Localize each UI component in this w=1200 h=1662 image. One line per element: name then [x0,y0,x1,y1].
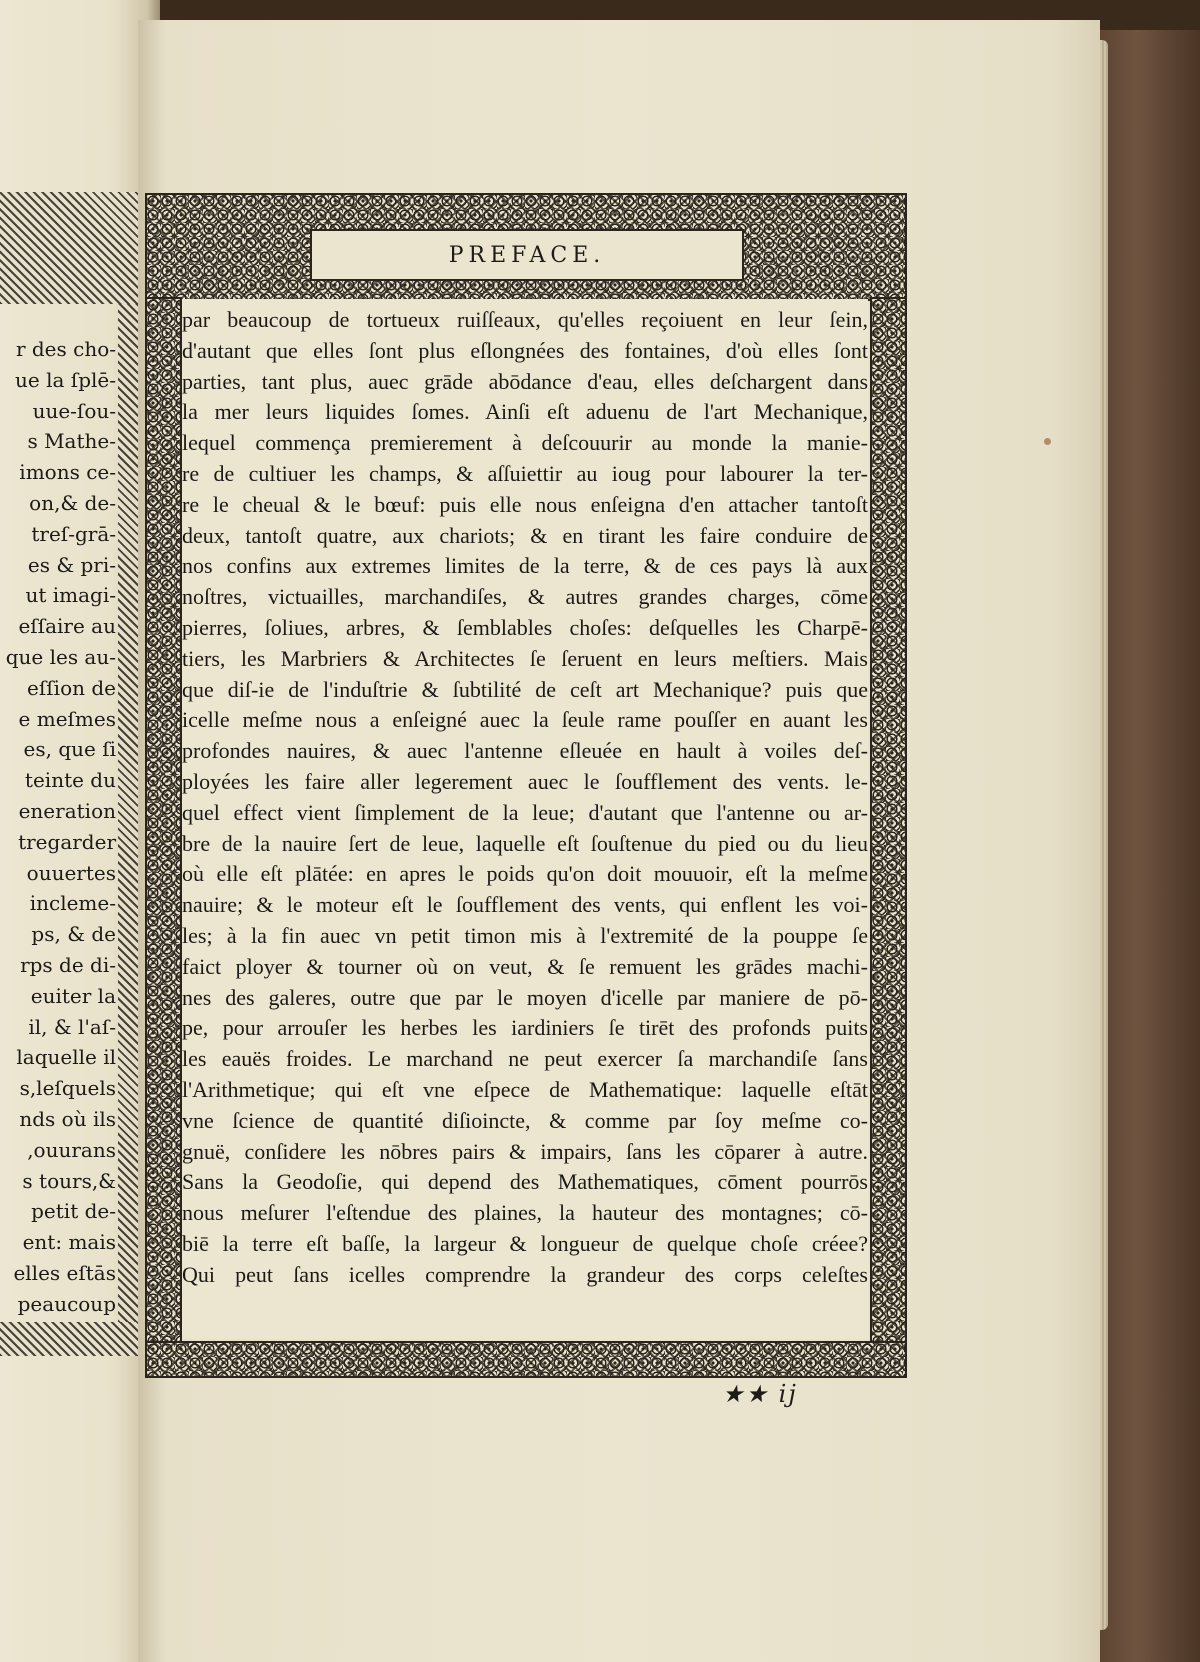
ornament-border-right [870,297,907,1345]
left-facing-page [0,0,160,1662]
ink-stain [1044,438,1051,445]
text-line: où elle eſt plātée: en apres le poids qu'on doit mouuoir, eſt la meſme [182,861,868,887]
left-text-line: treſ-grā- [31,521,116,546]
left-text-line: eneration [18,798,116,823]
text-line: Sans la Geodoſie, qui depend des Mathematiques, cōment pourrōs [182,1169,868,1195]
signature-mark: ★★ ij [722,1380,798,1408]
text-line: nauire; & le moteur eſt le ſoufflement des vents, qui enflent les voi- [182,892,868,918]
left-text-line: eſſion de [27,675,116,700]
left-text-line: imons ce- [19,460,116,485]
left-text-line: euiter la [30,983,116,1008]
text-line: d'autant que elles ſont plus eſlongnées des fontaines, d'où elles ſont [182,337,868,363]
left-text-line: nds où ils [19,1106,116,1131]
text-line: re de cultiuer les champs, & aſſuiettir au ioug pour labourer la ter- [182,460,868,486]
left-text-line: teinte du [24,768,116,793]
left-ornament-border-top [0,192,152,304]
text-line: noſtres, victuailles, marchandiſes, & autres grandes charges, cōme [182,584,868,610]
left-text-line: ue la ſplē- [15,367,116,392]
left-text-line: ouuertes [26,860,116,885]
text-line: bre de la nauire ſert de leue, laquelle eſt ſouſtenue du pied ou du lieu [182,830,868,856]
title-cartouche [310,229,744,281]
text-line: re le cheual & le bœuf: puis elle nous enſeigna d'en attacher tantoſt [182,491,868,517]
left-text-line: ent: mais [22,1230,116,1255]
book-cover-edge [1095,30,1200,1662]
text-line: l'Arithmetique; qui eſt vne eſpece de Mathematique: laquelle eſtāt [182,1076,868,1102]
text-line: pierres, ſoliues, arbres, & ſemblables choſes: deſquelles les Charpē- [182,614,868,640]
body-text [182,299,868,1291]
left-text-line: es, que ſi [23,737,116,762]
text-line: les; à la fin auec vn petit timon mis à l'extremité de la pouppe ſe [182,922,868,948]
text-line: parties, tant plus, auec grāde abōdance d'eau, elles deſchargent dans [182,368,868,394]
text-line: ployées les faire aller legerement auec le ſoufflement des vents. le- [182,768,868,794]
page-title: PREFACE. [448,242,606,268]
left-text-line: elles eſtās [13,1260,116,1285]
text-line: pe, pour arrouſer les herbes les iardiniers ſe tirēt des profonds puits [182,1015,868,1041]
text-line: lequel commença premierement à deſcouurir au monde la manie- [182,430,868,456]
left-text-line: peaucoup [17,1291,116,1316]
text-line: deux, tantoſt quatre, aux chariots; & en tirant les faire conduire de [182,522,868,548]
text-line: Qui peut ſans icelles comprendre la grandeur des corps celeſtes [182,1261,868,1287]
text-line: nes des galeres, outre que par le moyen d'icelle par maniere de pō- [182,984,868,1010]
left-text-line: ps, & de [31,922,116,947]
left-text-line: s tours,& [22,1168,116,1193]
left-text-line: ut imagi- [25,583,116,608]
text-line: gnuë, conſidere les nōbres pairs & impairs, ſans les cōparer à autre. [182,1138,868,1164]
text-line: nous meſurer l'eſtendue des plaines, la hauteur des montagnes; cō- [182,1200,868,1226]
left-text-line: s,leſquels [19,1076,116,1101]
left-text-line: rps de di- [20,952,116,977]
left-text-line: que les au- [5,644,116,669]
left-text-line: il, & l'aſ- [28,1014,116,1039]
left-text-line: e meſmes [18,706,116,731]
text-line: profondes nauires, & auec l'antenne eſleuée en hault à voiles deſ- [182,738,868,764]
left-text-line: incleme- [29,891,116,916]
text-line: quel effect vient ſimplement de la leue; d'autant que l'antenne ou ar- [182,799,868,825]
text-line: tiers, les Marbriers & Architectes ſe ſeruent en leurs meſtiers. Mais [182,645,868,671]
left-text-line: tregarder [18,829,116,854]
ornament-border-left [145,297,182,1345]
text-line: par beaucoup de tortueux ruiſſeaux, qu'elles reçoiuent en leur ſein, [182,307,868,332]
text-line: que diſ-ie de l'induſtrie & ſubtilité de ceſt art Mechanique? puis que [182,676,868,702]
left-text-line: on,& de- [29,490,116,515]
text-line: faict ployer & tourner où on veut, & ſe remuent les grādes machi- [182,953,868,979]
left-text-line: s Mathe- [27,429,116,454]
left-text-line: laquelle il [16,1045,116,1070]
ornament-border-bottom [145,1341,907,1378]
left-text-line: uue-ſou- [32,398,116,423]
left-ornament-border-bottom [0,1322,152,1356]
text-line: biē la terre eſt baſſe, la largeur & longueur de quelque choſe créee? [182,1230,868,1256]
text-block [182,299,868,1339]
left-page-text [0,334,120,1320]
text-line: la mer leurs liquides ſomes. Ainſi eſt aduenu de l'art Mechanique, [182,399,868,425]
left-text-line: r des cho- [15,337,116,361]
left-text-line: es & pri- [27,552,116,577]
ornamental-frame [145,193,907,1378]
text-line: icelle meſme nous a enſeigné auec la ſeule rame pouſſer en auant les [182,707,868,733]
text-line: nos confins aux extremes limites de la terre, & de ces pays là aux [182,553,868,579]
left-text-line: eſſaire au [18,614,116,639]
left-text-line: ,ouurans [27,1137,116,1162]
left-text-line: petit de- [31,1199,116,1224]
text-line: vne ſcience de quantité diſioincte, & comme par ſoy meſme co- [182,1107,868,1133]
text-line: les eauës froides. Le marchand ne peut exercer ſa marchandiſe ſans [182,1046,868,1072]
